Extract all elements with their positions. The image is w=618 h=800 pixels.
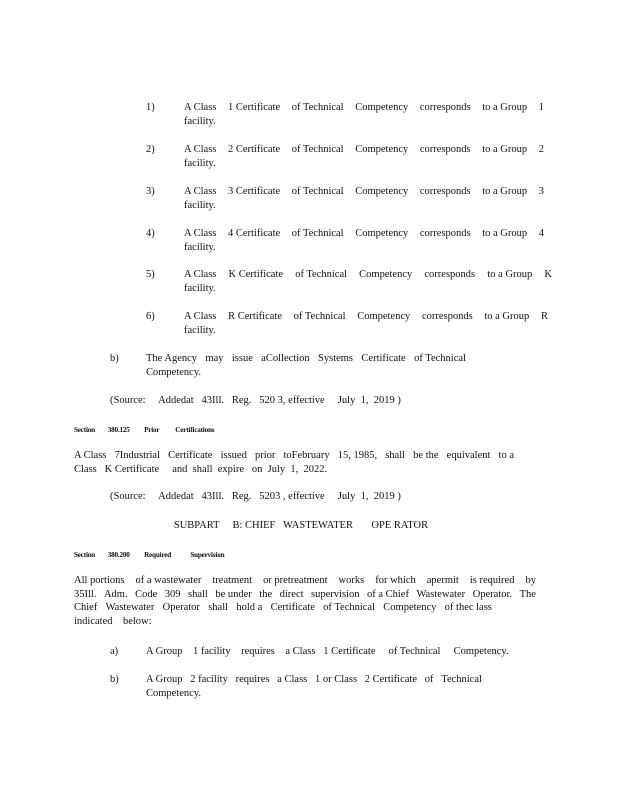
- word: shall: [385, 450, 406, 461]
- item-text: [184, 143, 544, 170]
- word: toFebruary: [283, 450, 330, 461]
- item-letter: a): [110, 646, 119, 657]
- word: K Certificate: [228, 269, 284, 280]
- item-text: A Group 1 facility requires a Class 1 Certificate of Technical Competency.: [146, 646, 509, 657]
- paragraph-line: [74, 449, 514, 463]
- word: requires: [235, 674, 270, 685]
- word: to a Group: [482, 102, 528, 113]
- word: A Group: [146, 674, 183, 685]
- word: A Class: [184, 269, 217, 280]
- item-number: 1): [146, 102, 155, 113]
- item-line-2: facility.: [184, 282, 216, 294]
- word: A Class: [184, 186, 217, 197]
- paragraph: [74, 449, 514, 476]
- word: Adm.: [103, 588, 128, 600]
- item-line: [184, 143, 544, 157]
- item-line-2: Competency.: [146, 366, 202, 378]
- word: 309: [164, 588, 181, 600]
- word: 1: [538, 102, 544, 113]
- word: be under: [215, 588, 252, 600]
- word: issue: [231, 353, 253, 364]
- word: Competency: [355, 186, 409, 197]
- word: shall: [188, 588, 208, 600]
- item-text: [184, 227, 544, 254]
- word: 15, 1985,: [337, 450, 378, 461]
- item-text: [184, 268, 552, 295]
- item-text: [146, 352, 466, 379]
- word: 3 Certificate: [227, 186, 281, 197]
- paragraph-line: [74, 574, 536, 588]
- word: 2 facility: [190, 674, 228, 685]
- word: be the: [413, 450, 439, 461]
- word: of Technical: [414, 353, 466, 364]
- word: 1 or Class: [315, 674, 358, 685]
- word: corresponds: [419, 186, 471, 197]
- word: The: [519, 588, 536, 600]
- word: corresponds: [419, 144, 471, 155]
- word: of Technical: [291, 144, 344, 155]
- item-number: 5): [146, 269, 155, 280]
- item-text: [146, 673, 482, 700]
- word: of Technical: [291, 228, 344, 239]
- word: 4: [538, 228, 544, 239]
- word: Certificate: [361, 353, 406, 364]
- source-note: (Source: Addedat 43Ill. Reg. 520 3, effective July 1, 2019 ): [110, 395, 401, 406]
- word: to a Group: [482, 144, 528, 155]
- word: Technical: [441, 674, 482, 685]
- item-letter: b): [110, 353, 119, 364]
- word: to a Group: [482, 228, 528, 239]
- word: works: [338, 575, 365, 586]
- word: equivalent: [446, 450, 491, 461]
- paragraph: [74, 574, 536, 628]
- word: K: [544, 269, 552, 280]
- item-letter: b): [110, 674, 119, 685]
- word: direct: [279, 588, 304, 600]
- word: A Class: [74, 450, 107, 461]
- section-heading: Section 380.125 Prior Certifications: [74, 426, 215, 434]
- word: shall: [208, 602, 229, 613]
- word: 1 Certificate: [227, 102, 281, 113]
- word: Chief: [74, 602, 98, 613]
- item-line-2: facility.: [184, 324, 216, 336]
- item-line: [146, 352, 466, 366]
- word: may: [205, 353, 224, 364]
- word: of Technical: [295, 269, 348, 280]
- item-line: [184, 310, 548, 324]
- word: of a wastewater: [135, 575, 202, 586]
- item-line-2: facility.: [184, 157, 216, 169]
- word: the: [259, 588, 273, 600]
- item-line: [184, 268, 552, 282]
- word: Systems: [318, 353, 354, 364]
- word: prior: [254, 450, 276, 461]
- item-line-2: Competency.: [146, 687, 202, 699]
- word: 3: [538, 186, 544, 197]
- word: 7Industrial: [114, 450, 161, 461]
- word: Competency: [355, 102, 409, 113]
- word: is required: [469, 575, 515, 586]
- word: of a Chief: [366, 588, 409, 600]
- paragraph-line-4: indicated below:: [74, 615, 152, 627]
- item-line: [146, 673, 482, 687]
- word: of Technical: [291, 102, 344, 113]
- word: 2 Certificate: [227, 144, 281, 155]
- word: to a Group: [487, 269, 533, 280]
- word: A Class: [184, 102, 217, 113]
- word: corresponds: [424, 269, 476, 280]
- item-line-2: facility.: [184, 199, 216, 211]
- item-line: [184, 101, 544, 115]
- word: Operator.: [472, 588, 513, 600]
- word: Certificate: [168, 450, 213, 461]
- item-text: [184, 185, 544, 212]
- word: 35Ill.: [74, 588, 97, 600]
- word: to a: [498, 450, 514, 461]
- item-number: 4): [146, 228, 155, 239]
- word: Competency: [355, 144, 409, 155]
- word: R: [540, 311, 548, 322]
- word: of Technical: [291, 186, 344, 197]
- paragraph-line: [74, 601, 492, 615]
- word: Competency: [383, 602, 437, 613]
- word: aCollection: [261, 353, 310, 364]
- word: apermit: [426, 575, 459, 586]
- word: Code: [135, 588, 158, 600]
- item-line-2: facility.: [184, 241, 216, 253]
- word: Certificate: [270, 602, 315, 613]
- word: treatment: [212, 575, 253, 586]
- word: issued: [220, 450, 247, 461]
- word: or pretreatment: [263, 575, 328, 586]
- word: Competency: [355, 228, 409, 239]
- word: by: [525, 575, 536, 586]
- word: A Class: [184, 311, 217, 322]
- word: supervision: [311, 588, 360, 600]
- word: corresponds: [419, 102, 471, 113]
- word: of: [424, 674, 434, 685]
- word: A Class: [184, 144, 217, 155]
- word: All portions: [74, 575, 125, 586]
- word: of thec lass: [444, 602, 492, 613]
- item-line: [184, 185, 544, 199]
- word: corresponds: [421, 311, 473, 322]
- subpart-heading: SUBPART B: CHIEF WASTEWATER OPE RATOR: [173, 520, 429, 531]
- word: 2 Certificate: [364, 674, 417, 685]
- source-note: (Source: Addedat 43Ill. Reg. 5203 , effective July 1, 2019 ): [110, 491, 401, 502]
- word: A Class: [184, 228, 217, 239]
- item-number: 6): [146, 311, 155, 322]
- word: Wastewater: [416, 588, 466, 600]
- word: Competency: [357, 311, 411, 322]
- item-text: [184, 101, 544, 128]
- word: of Technical: [323, 602, 376, 613]
- word: hold a: [236, 602, 263, 613]
- word: R Certificate: [228, 311, 282, 322]
- item-line-2: facility.: [184, 115, 216, 127]
- word: to a Group: [482, 186, 528, 197]
- paragraph-line: [74, 588, 536, 602]
- word: 2: [538, 144, 544, 155]
- word: of Technical: [293, 311, 346, 322]
- item-number: 2): [146, 144, 155, 155]
- word: to a Group: [484, 311, 530, 322]
- item-text: [184, 310, 548, 337]
- word: a Class: [277, 674, 308, 685]
- word: 4 Certificate: [227, 228, 281, 239]
- word: corresponds: [419, 228, 471, 239]
- paragraph-line-2: Class K Certificate and shall expire on July 1, 2022.: [74, 463, 328, 475]
- word: Competency: [359, 269, 413, 280]
- item-number: 3): [146, 186, 155, 197]
- section-heading: Section 380.200 Required Supervision: [74, 551, 225, 559]
- word: Operator: [162, 602, 200, 613]
- word: for which: [375, 575, 416, 586]
- word: Wastewater: [105, 602, 155, 613]
- item-line: [184, 227, 544, 241]
- word: The Agency: [146, 353, 198, 364]
